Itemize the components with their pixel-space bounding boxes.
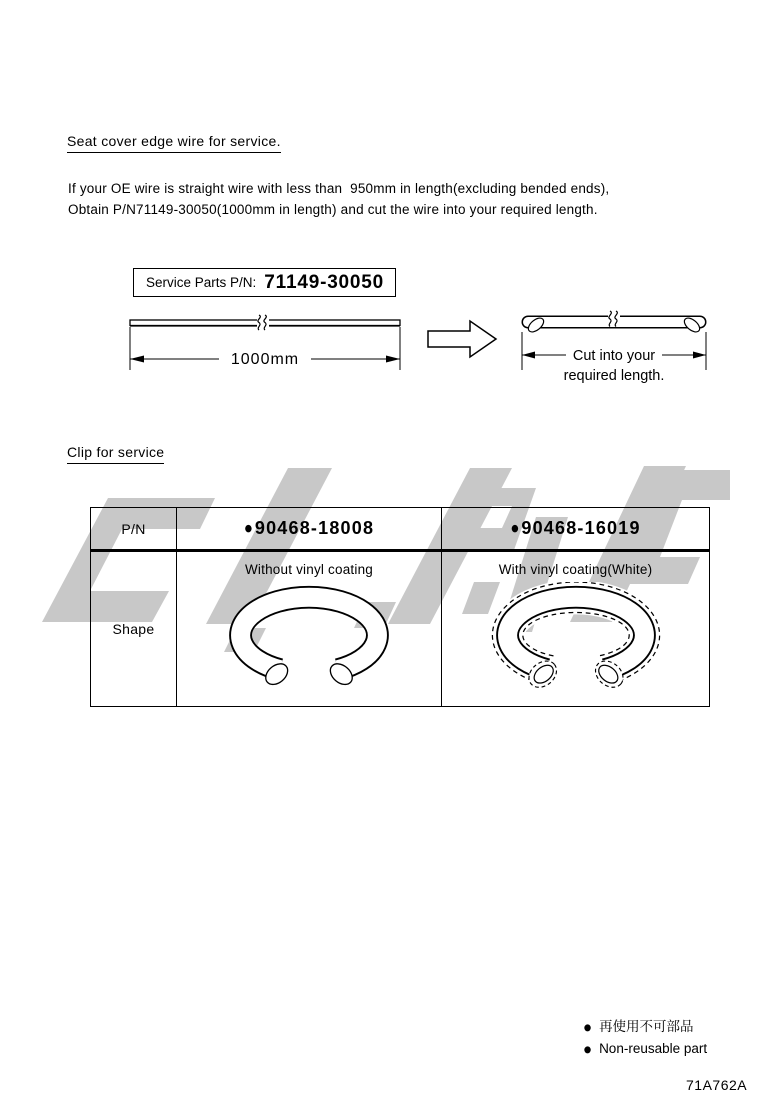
- service-parts-label: Service Parts P/N:: [146, 275, 257, 290]
- shape-row-label: Shape: [112, 621, 155, 637]
- clip-part-number-2: 90468-16019: [521, 518, 641, 538]
- straight-wire-diagram: [122, 314, 412, 378]
- block-arrow-icon: [426, 318, 500, 360]
- cut-label-line1: Cut into your: [572, 348, 656, 364]
- clip-part-number-1: 90468-18008: [254, 518, 375, 538]
- non-reusable-marker-icon: ●: [243, 518, 253, 539]
- dimension-arrow-right: [693, 352, 706, 359]
- legend: [583, 1016, 707, 1060]
- pn-row-header-cell: [91, 508, 176, 549]
- wire-section-body: [68, 179, 609, 220]
- coating-label-1: Without vinyl coating: [244, 562, 373, 577]
- dimension-arrow-right: [386, 356, 400, 363]
- shape-row-header-cell: [91, 549, 176, 706]
- legend-text-jp: 再使用不可部品: [599, 1019, 694, 1034]
- clip-table: [90, 507, 710, 707]
- pn-cell-col1: [176, 508, 441, 549]
- legend-text-en: Non-reusable part: [599, 1041, 708, 1056]
- pn-cell-col2: [441, 508, 709, 549]
- non-reusable-marker-icon: ●: [583, 1039, 593, 1059]
- legend-line-en: [583, 1038, 707, 1060]
- body-line-2: Obtain P/N71149-30050(1000mm in length) and cut the wire into your required length.: [68, 201, 598, 217]
- shape-cell-col2: [441, 549, 709, 706]
- shape-cell-col1: [176, 549, 441, 706]
- clip-drawing-coated: [476, 582, 676, 696]
- non-reusable-marker-icon: ●: [510, 518, 520, 539]
- document-number: 71A762A: [686, 1077, 748, 1093]
- length-label: 1000mm: [230, 351, 300, 368]
- body-line-1: If your OE wire is straight wire with less than 950mm in length(excluding bended ends),: [68, 181, 610, 196]
- clip-drawing-plain: [209, 582, 409, 696]
- cut-label-line2: required length.: [563, 368, 665, 384]
- non-reusable-marker-icon: ●: [583, 1017, 593, 1037]
- service-parts-box: [133, 268, 396, 297]
- cut-wire-diagram: [514, 310, 714, 398]
- legend-line-jp: [583, 1016, 707, 1038]
- clip-section-title: Clip for service: [67, 444, 164, 464]
- pn-row-label: P/N: [121, 520, 146, 537]
- dimension-arrow-left: [522, 352, 535, 359]
- dimension-arrow-left: [130, 356, 144, 363]
- wire-section-title: Seat cover edge wire for service.: [67, 133, 281, 153]
- coating-label-2: With vinyl coating(White): [498, 562, 653, 577]
- service-part-number: 71149-30050: [264, 271, 385, 293]
